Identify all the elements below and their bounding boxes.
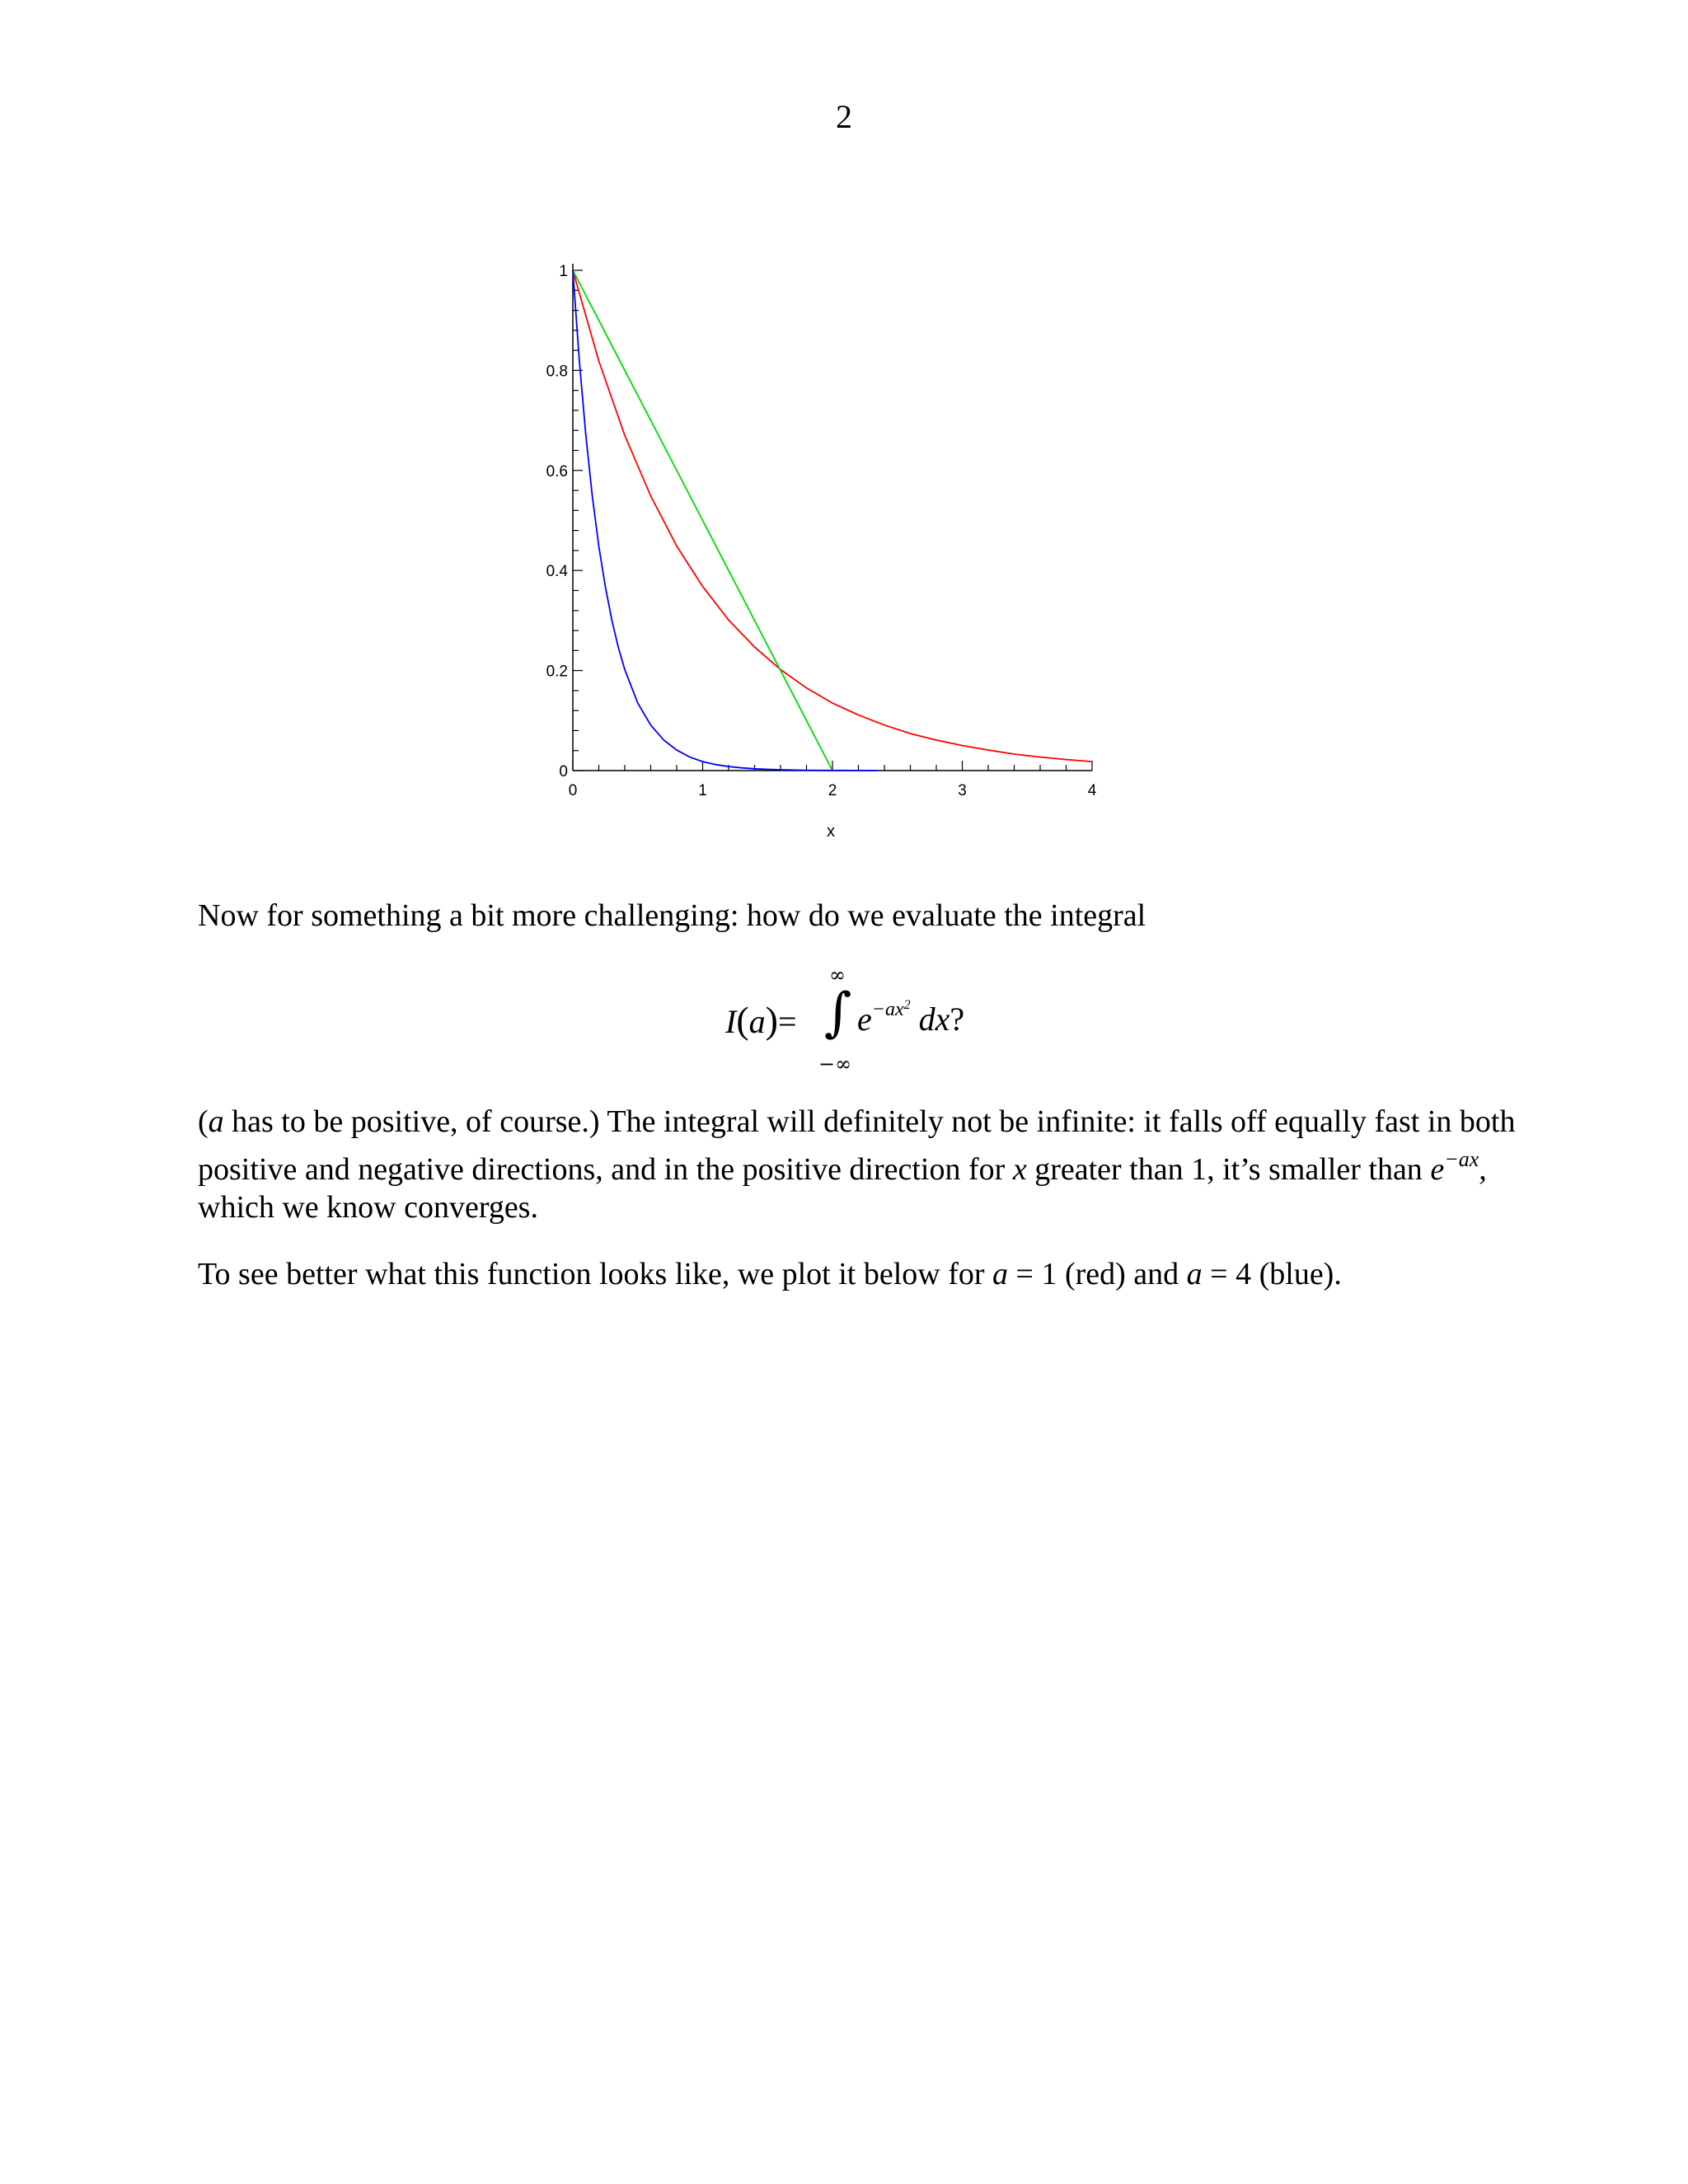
y-tick-label: 0.2 [546, 663, 568, 681]
plot-axes [573, 264, 1092, 771]
x-tick-label: 4 [1087, 782, 1097, 799]
function-plot [495, 247, 1154, 874]
integral-upper-limit: ∞ [829, 963, 846, 987]
plot-intro-paragraph: To see better what this function looks like, we plot it below for a = 1 (red) and a = 4 (blue). [198, 1257, 1342, 1291]
y-tick-label: 0.6 [546, 462, 568, 480]
eq-exponent: −ax2 [871, 998, 911, 1020]
eq-symbol-a: a [748, 1003, 766, 1040]
x-axis-label: x [827, 823, 835, 841]
equation-integrand [857, 998, 964, 1038]
eq-right-paren: ) [765, 999, 778, 1041]
eq-symbol-e: e [857, 1001, 872, 1038]
plot-tick-labels [546, 263, 1097, 799]
eq-exponent-square: 2 [903, 998, 911, 1012]
y-tick-label: 0.8 [546, 363, 568, 381]
plot-series [573, 270, 1092, 771]
y-tick-label: 0 [559, 763, 568, 780]
y-tick-label: 1 [559, 263, 568, 280]
x-tick-label: 3 [958, 782, 967, 799]
var-e: e [1430, 1152, 1445, 1187]
x-tick-label: 2 [828, 782, 837, 799]
integral-equation [725, 963, 1055, 1084]
series-line-1 [573, 270, 832, 771]
integral-lower-limit: −∞ [818, 1052, 852, 1076]
var-a-1: a [992, 1257, 1009, 1291]
exp-minus-ax: −ax [1444, 1147, 1479, 1171]
x-tick-label: 0 [568, 782, 578, 799]
eq-symbol-I: I [725, 1003, 737, 1040]
equation-lhs [725, 998, 797, 1042]
eq-question-mark: ? [950, 1001, 965, 1038]
series-line-0 [573, 270, 1092, 762]
eq-equals-sign: = [777, 1003, 797, 1040]
eq-left-paren: ( [736, 999, 749, 1041]
series-line-2 [573, 270, 878, 771]
convergence-paragraph: (a has to be positive, of course.) The integral will definitely not be infinite: it falls off equally fast in both positive and negative directions, and in the positive direction for x greater than 1, it’s smaller than $e^{-ax}$, which we know converges. [198, 1104, 1516, 1225]
y-tick-label: 0.4 [546, 563, 568, 581]
var-x: x [1012, 1152, 1027, 1187]
var-a: a [208, 1104, 224, 1139]
x-tick-label: 1 [698, 782, 707, 799]
intro-paragraph: Now for something a bit more challenging: how do we evaluate the integral [198, 898, 1146, 933]
eq-dx: dx [918, 1001, 950, 1038]
page-number: 2 [836, 98, 852, 135]
integral-sign: ∫ [824, 982, 852, 1043]
var-a-2: a [1186, 1257, 1203, 1291]
